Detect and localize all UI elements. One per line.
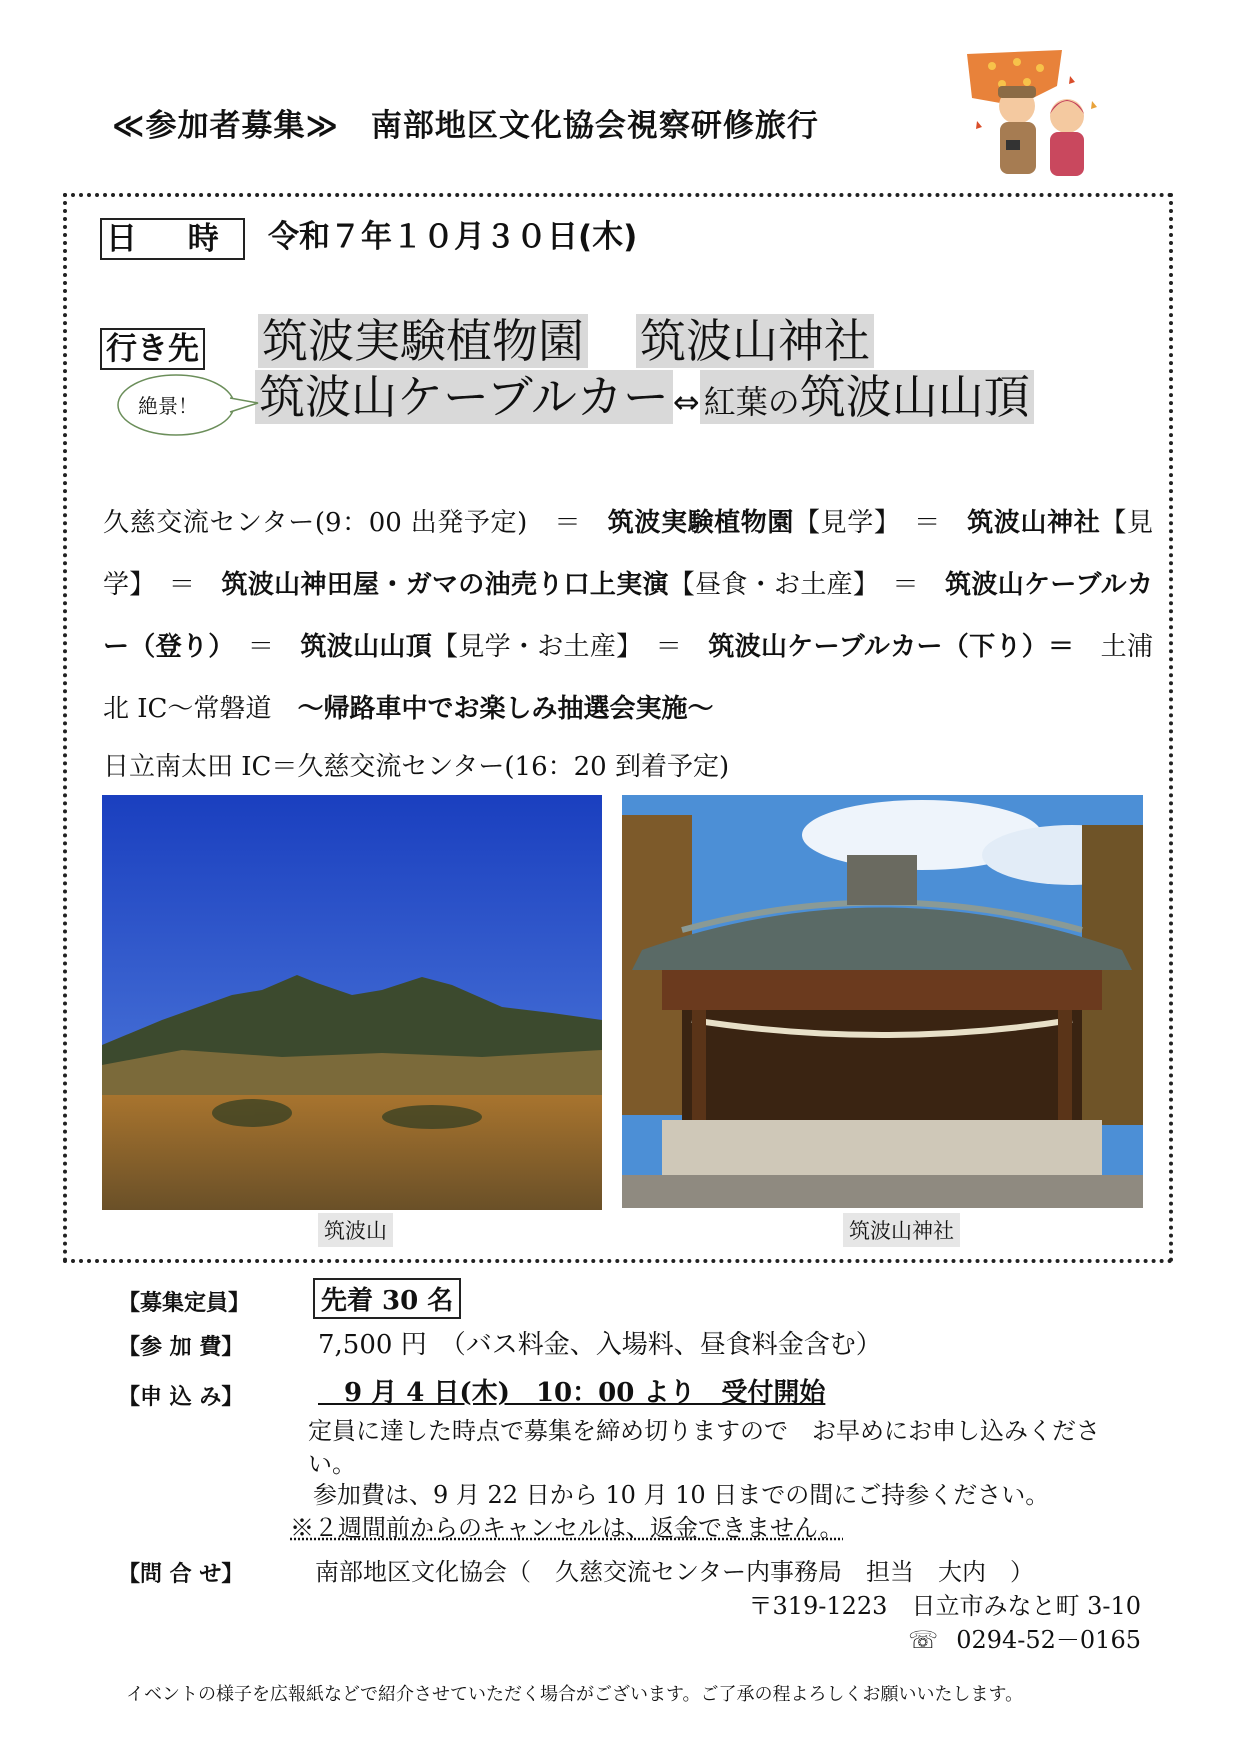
date-label: 日 時 xyxy=(100,218,245,260)
contact-label: 【問 合 せ】 xyxy=(118,1562,244,1587)
itinerary-text: 【見学・お土産】 ＝ xyxy=(432,632,709,662)
date-value: 令和７年１０月３０日(木) xyxy=(268,219,638,255)
autumn-leaves-label: 紅葉の xyxy=(703,383,800,421)
application-start: 9 月 4 日(木) 10：00 より 受付開始 xyxy=(318,1378,826,1408)
itinerary-stop: 筑波山ケーブルカー（登り） xyxy=(103,570,1153,662)
application-label: 【申 込 み】 xyxy=(118,1385,244,1410)
round-trip-arrow: ⇔ xyxy=(672,383,700,421)
itinerary-stop: 筑波山ケーブルカー（下り）＝ xyxy=(708,632,1075,662)
shrine-caption: 筑波山神社 xyxy=(843,1213,960,1247)
elderly-couple-autumn-illustration-icon xyxy=(962,46,1112,186)
fee-value: 7,500 円 （バス料金、入場料、昼食料金含む） xyxy=(318,1330,882,1360)
itinerary-stop: ～帰路車中でお楽しみ抽選会実施～ xyxy=(297,694,714,724)
itinerary-return: 日立南太田 IC＝久慈交流センター(16：20 到着予定) xyxy=(103,752,730,782)
mount-tsukuba-photo xyxy=(102,795,602,1210)
itinerary xyxy=(103,492,1153,740)
contact-value: 南部地区文化協会（ 久慈交流センター内事務局 担当 大内 ） xyxy=(315,1558,1035,1586)
speech-bubble-text: 絶景！ xyxy=(138,394,198,418)
itinerary-text: 【昼食・お土産】 ＝ xyxy=(668,570,946,600)
itinerary-text: 【見学】 ＝ xyxy=(794,508,968,538)
page-title: ≪参加者募集≫ 南部地区文化協会視察研修旅行 xyxy=(112,108,819,144)
payment-note: 参加費は、9 月 22 日から 10 月 10 日までの間にご持参ください。 xyxy=(313,1481,1050,1509)
itinerary-text: ＝ xyxy=(221,632,301,662)
deadline-note-cont: い。 xyxy=(308,1450,356,1478)
mount-tsukuba-caption: 筑波山 xyxy=(318,1213,393,1247)
footer-note: イベントの様子を広報紙などで紹介させていただく場合がございます。ご了承の程よろしくお願いいたします。 xyxy=(126,1684,1024,1705)
itinerary-text: 土浦北 IC～常磐道 xyxy=(103,632,1153,724)
fee-label: 【参 加 費】 xyxy=(118,1335,244,1360)
destination-botanical-garden: 筑波実験植物園 xyxy=(258,314,588,368)
itinerary-text: 久慈交流センター(9：00 出発予定) ＝ xyxy=(103,508,608,538)
destination-shrine: 筑波山神社 xyxy=(636,314,874,368)
itinerary-stop: 筑波山神田屋・ガマの油売り口上実演 xyxy=(221,570,669,600)
itinerary-text: 【見学】 ＝ xyxy=(103,508,1153,600)
destination-cable-car: 筑波山ケーブルカー xyxy=(255,370,673,424)
destination-label: 行き先 xyxy=(100,328,205,370)
destination-line-1 xyxy=(258,314,874,368)
phone-icon: ☏ xyxy=(908,1626,939,1654)
itinerary-stop: 筑波山神社 xyxy=(967,508,1101,538)
itinerary-stop: 筑波山山頂 xyxy=(300,632,433,662)
itinerary-stop: 筑波実験植物園 xyxy=(607,508,795,538)
tsukubasan-shrine-photo xyxy=(622,795,1143,1208)
destination-line-2 xyxy=(255,370,1034,429)
deadline-note: 定員に達した時点で募集を締め切りますので お早めにお申し込みくださ xyxy=(308,1417,1100,1445)
address: 〒319-1223 日立市みなと町 3-10 xyxy=(748,1592,1141,1620)
destination-summit: 筑波山山頂 xyxy=(799,370,1030,424)
capacity-value: 先着 30 名 xyxy=(313,1278,461,1319)
phone xyxy=(908,1620,1141,1655)
phone-number: 0294-52－0165 xyxy=(956,1626,1141,1654)
cancellation-note: ※２週間前からのキャンセルは、返金できません。 xyxy=(290,1514,844,1542)
capacity-label: 【募集定員】 xyxy=(118,1291,251,1316)
